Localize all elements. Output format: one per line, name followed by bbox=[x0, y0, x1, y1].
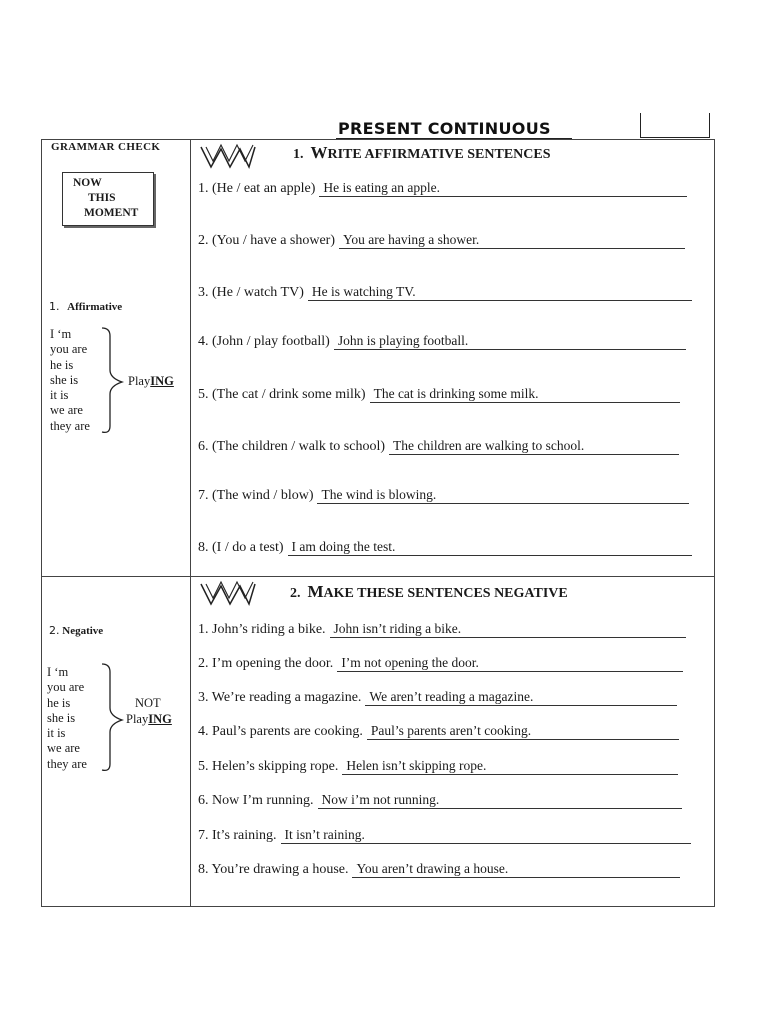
affirmative-pronoun-list bbox=[50, 327, 90, 434]
section1-number: 1. bbox=[293, 147, 304, 162]
time-box-line: MOMENT bbox=[84, 207, 139, 219]
time-box-line: NOW bbox=[73, 177, 102, 189]
exercise-prompt: 4. (John / play football) bbox=[198, 334, 330, 349]
exercise-prompt: 7. It’s raining. bbox=[198, 828, 277, 843]
play-suffix: ING bbox=[150, 374, 174, 388]
exercise-row bbox=[198, 758, 678, 775]
answer-field[interactable]: You aren’t drawing a house. bbox=[352, 861, 680, 878]
pronoun: she is bbox=[50, 372, 79, 387]
exercise-row bbox=[198, 689, 677, 706]
exercise-row bbox=[198, 655, 683, 672]
exercise-prompt: 4. Paul’s parents are cooking. bbox=[198, 724, 363, 739]
answer-field[interactable]: Paul’s parents aren’t cooking. bbox=[367, 723, 679, 740]
section2-heading-text: AKE THESE SENTENCES NEGATIVE bbox=[323, 586, 568, 601]
answer-field[interactable]: The children are walking to school. bbox=[389, 438, 679, 455]
answer-field[interactable]: John isn’t riding a bike. bbox=[330, 621, 686, 638]
pronoun: you are bbox=[47, 680, 85, 695]
play-prefix: Play bbox=[128, 374, 151, 388]
negative-play-label bbox=[126, 712, 172, 727]
affirmative-text: Affirmative bbox=[67, 301, 123, 313]
exercise-prompt: 3. We’re reading a magazine. bbox=[198, 690, 362, 705]
pronoun: we are bbox=[50, 403, 83, 418]
exercise-row bbox=[198, 333, 686, 350]
exercise-row bbox=[198, 438, 679, 455]
section2-heading-cap: M bbox=[307, 582, 324, 601]
negative-text: Negative bbox=[62, 625, 104, 637]
answer-field[interactable]: He is eating an apple. bbox=[319, 180, 687, 197]
score-box bbox=[640, 113, 710, 138]
answer-field[interactable]: John is playing football. bbox=[334, 333, 686, 350]
pronoun: they are bbox=[47, 756, 87, 771]
exercise-row bbox=[198, 827, 691, 844]
exercise-prompt: 5. Helen’s skipping rope. bbox=[198, 759, 339, 774]
affirmative-play-label bbox=[128, 374, 174, 389]
exercise-row bbox=[198, 792, 682, 809]
pronoun: I ‘m bbox=[50, 327, 72, 341]
answer-field[interactable]: You are having a shower. bbox=[339, 232, 685, 249]
time-box bbox=[62, 172, 154, 226]
exercise-prompt: 2. I’m opening the door. bbox=[198, 656, 334, 671]
negative-pronoun-list bbox=[47, 665, 87, 772]
affirmative-number: 1. bbox=[49, 300, 60, 313]
answer-field[interactable]: The wind is blowing. bbox=[317, 487, 689, 504]
answer-field[interactable]: Helen isn’t skipping rope. bbox=[342, 758, 678, 775]
exercise-prompt: 6. Now I’m running. bbox=[198, 793, 314, 808]
pronoun: she is bbox=[47, 710, 76, 725]
exercise-row bbox=[198, 487, 689, 504]
pronoun: you are bbox=[50, 342, 88, 357]
negative-not-label: NOT bbox=[135, 696, 161, 710]
section-divider bbox=[41, 576, 715, 577]
pronoun: it is bbox=[47, 726, 66, 741]
pronoun: I ‘m bbox=[47, 665, 69, 679]
section2-number: 2. bbox=[290, 586, 301, 601]
exercise-row bbox=[198, 539, 692, 556]
writing-wave-icon bbox=[199, 580, 257, 608]
writing-wave-icon bbox=[199, 143, 257, 171]
negative-number: 2. bbox=[49, 624, 60, 637]
answer-field[interactable]: It isn’t raining. bbox=[281, 827, 691, 844]
answer-field[interactable]: The cat is drinking some milk. bbox=[370, 386, 680, 403]
pronoun: it is bbox=[50, 388, 69, 403]
sidebar-heading: GRAMMAR CHECK bbox=[51, 141, 161, 153]
pronoun: he is bbox=[50, 357, 74, 372]
pronoun: we are bbox=[47, 741, 80, 756]
exercise-prompt: 8. (I / do a test) bbox=[198, 540, 284, 555]
pronoun: they are bbox=[50, 418, 90, 433]
answer-field[interactable]: I am doing the test. bbox=[288, 539, 692, 556]
exercise-prompt: 6. (The children / walk to school) bbox=[198, 439, 386, 454]
play-suffix: ING bbox=[148, 712, 172, 726]
play-prefix: Play bbox=[126, 712, 149, 726]
exercise-row bbox=[198, 861, 680, 878]
answer-field[interactable]: Now i’m not running. bbox=[318, 792, 682, 809]
exercise-row bbox=[198, 180, 687, 197]
exercise-row bbox=[198, 386, 680, 403]
answer-field[interactable]: We aren’t reading a magazine. bbox=[365, 689, 677, 706]
exercise-prompt: 2. (You / have a shower) bbox=[198, 233, 335, 248]
pronoun: he is bbox=[47, 695, 71, 710]
section1-heading bbox=[293, 143, 551, 163]
time-box-line: THIS bbox=[88, 192, 116, 204]
answer-field[interactable]: I’m not opening the door. bbox=[337, 655, 683, 672]
section1-heading-text: RITE AFFIRMATIVE SENTENCES bbox=[327, 147, 551, 162]
exercise-prompt: 8. You’re drawing a house. bbox=[198, 862, 349, 877]
exercise-row bbox=[198, 232, 685, 249]
exercise-row bbox=[198, 723, 679, 740]
negative-label bbox=[49, 624, 103, 637]
section2-heading bbox=[290, 582, 568, 602]
sidebar-divider bbox=[190, 139, 191, 907]
affirmative-label bbox=[49, 300, 122, 313]
exercise-prompt: 1. (He / eat an apple) bbox=[198, 181, 316, 196]
exercise-row bbox=[198, 284, 692, 301]
exercise-prompt: 3. (He / watch TV) bbox=[198, 285, 304, 300]
exercise-row bbox=[198, 621, 686, 638]
answer-field[interactable]: He is watching TV. bbox=[308, 284, 692, 301]
affirmative-brace-icon bbox=[98, 326, 128, 436]
negative-brace-icon bbox=[98, 662, 128, 774]
page-title: PRESENT CONTINUOUS bbox=[338, 119, 551, 138]
exercise-prompt: 7. (The wind / blow) bbox=[198, 488, 314, 503]
section1-heading-cap: W bbox=[310, 143, 328, 162]
exercise-prompt: 5. (The cat / drink some milk) bbox=[198, 387, 366, 402]
exercise-prompt: 1. John’s riding a bike. bbox=[198, 622, 326, 637]
